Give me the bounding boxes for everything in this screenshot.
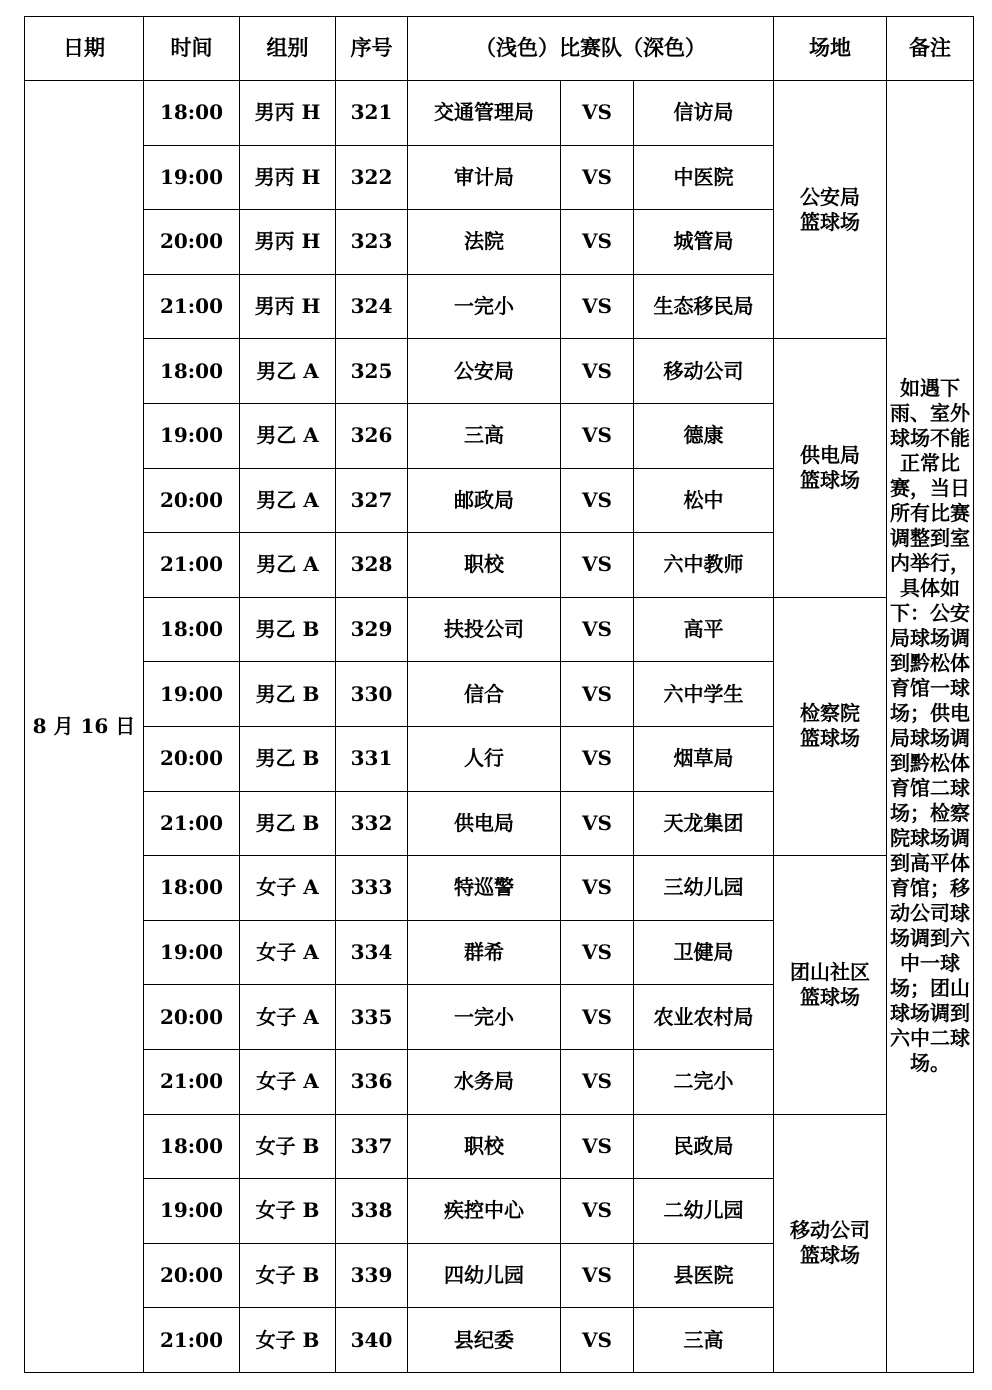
team-light: 职校 <box>408 1114 561 1179</box>
vs-label: VS <box>561 210 634 275</box>
vs-label: VS <box>561 339 634 404</box>
team-light: 三高 <box>408 403 561 468</box>
schedule-body <box>25 81 974 1373</box>
match-seq: 340 <box>336 1308 408 1373</box>
header-seq: 序号 <box>336 17 408 81</box>
venue-cell: 检察院 篮球场 <box>774 597 887 855</box>
team-light: 群希 <box>408 920 561 985</box>
match-group: 男乙 B <box>240 597 336 662</box>
match-group: 女子 A <box>240 1049 336 1114</box>
match-seq: 329 <box>336 597 408 662</box>
match-time: 21:00 <box>144 274 240 339</box>
match-seq: 326 <box>336 403 408 468</box>
venue-cell: 移动公司 篮球场 <box>774 1114 887 1372</box>
team-light: 疾控中心 <box>408 1179 561 1244</box>
vs-label: VS <box>561 533 634 598</box>
match-seq: 321 <box>336 81 408 146</box>
team-dark: 天龙集团 <box>634 791 774 856</box>
match-seq: 327 <box>336 468 408 533</box>
venue-cell: 团山社区 篮球场 <box>774 856 887 1114</box>
match-group: 男乙 B <box>240 726 336 791</box>
team-dark: 移动公司 <box>634 339 774 404</box>
match-seq: 334 <box>336 920 408 985</box>
match-time: 21:00 <box>144 1049 240 1114</box>
team-dark: 高平 <box>634 597 774 662</box>
match-group: 女子 A <box>240 920 336 985</box>
header-row <box>25 17 974 81</box>
note-cell: 如遇下雨、室外球场不能正常比赛，当日所有比赛调整到室内举行，具体如下：公安局球场调到黔松体育馆一球场；供电局球场调到黔松体育馆二球场；检察院球场调到高平体育馆；移动公司球场调到六中一球场；团山球场调到六中二球场。 <box>887 81 974 1373</box>
match-group: 男丙 H <box>240 210 336 275</box>
team-light: 县纪委 <box>408 1308 561 1373</box>
team-dark: 烟草局 <box>634 726 774 791</box>
match-time: 19:00 <box>144 920 240 985</box>
match-time: 20:00 <box>144 468 240 533</box>
vs-label: VS <box>561 468 634 533</box>
header-date: 日期 <box>25 17 144 81</box>
match-row <box>25 597 974 662</box>
team-light: 扶投公司 <box>408 597 561 662</box>
match-group: 男丙 H <box>240 274 336 339</box>
team-dark: 二幼儿园 <box>634 1179 774 1244</box>
match-group: 男丙 H <box>240 145 336 210</box>
vs-label: VS <box>561 1308 634 1373</box>
team-dark: 六中教师 <box>634 533 774 598</box>
match-time: 20:00 <box>144 726 240 791</box>
team-light: 一完小 <box>408 274 561 339</box>
team-dark: 六中学生 <box>634 662 774 727</box>
match-time: 21:00 <box>144 791 240 856</box>
match-time: 18:00 <box>144 1114 240 1179</box>
match-seq: 322 <box>336 145 408 210</box>
team-light: 邮政局 <box>408 468 561 533</box>
match-group: 女子 B <box>240 1179 336 1244</box>
vs-label: VS <box>561 920 634 985</box>
header-note: 备注 <box>887 17 974 81</box>
match-group: 女子 B <box>240 1114 336 1179</box>
venue-cell: 供电局 篮球场 <box>774 339 887 597</box>
team-light: 审计局 <box>408 145 561 210</box>
vs-label: VS <box>561 791 634 856</box>
team-dark: 农业农村局 <box>634 985 774 1050</box>
team-dark: 德康 <box>634 403 774 468</box>
match-group: 男乙 A <box>240 468 336 533</box>
schedule-table <box>24 16 974 1373</box>
match-group: 女子 B <box>240 1243 336 1308</box>
header-group: 组别 <box>240 17 336 81</box>
vs-label: VS <box>561 856 634 921</box>
team-dark: 二完小 <box>634 1049 774 1114</box>
vs-label: VS <box>561 145 634 210</box>
team-light: 信合 <box>408 662 561 727</box>
match-time: 19:00 <box>144 403 240 468</box>
match-time: 21:00 <box>144 1308 240 1373</box>
match-row <box>25 81 974 146</box>
vs-label: VS <box>561 1179 634 1244</box>
team-light: 职校 <box>408 533 561 598</box>
match-seq: 335 <box>336 985 408 1050</box>
venue-cell: 公安局 篮球场 <box>774 81 887 339</box>
match-group: 男乙 B <box>240 791 336 856</box>
match-time: 18:00 <box>144 81 240 146</box>
match-group: 女子 B <box>240 1308 336 1373</box>
team-light: 供电局 <box>408 791 561 856</box>
match-seq: 330 <box>336 662 408 727</box>
vs-label: VS <box>561 662 634 727</box>
match-group: 男乙 A <box>240 533 336 598</box>
match-seq: 328 <box>336 533 408 598</box>
vs-label: VS <box>561 1049 634 1114</box>
match-seq: 339 <box>336 1243 408 1308</box>
match-time: 18:00 <box>144 856 240 921</box>
vs-label: VS <box>561 726 634 791</box>
team-dark: 松中 <box>634 468 774 533</box>
vs-label: VS <box>561 403 634 468</box>
team-dark: 三高 <box>634 1308 774 1373</box>
team-dark: 生态移民局 <box>634 274 774 339</box>
match-seq: 338 <box>336 1179 408 1244</box>
match-time: 18:00 <box>144 339 240 404</box>
match-group: 男丙 H <box>240 81 336 146</box>
header-venue: 场地 <box>774 17 887 81</box>
header-teams: （浅色）比赛队（深色） <box>408 17 774 81</box>
match-seq: 332 <box>336 791 408 856</box>
team-dark: 县医院 <box>634 1243 774 1308</box>
date-cell: 8 月 16 日 <box>25 81 144 1373</box>
match-row <box>25 856 974 921</box>
team-light: 公安局 <box>408 339 561 404</box>
team-dark: 城管局 <box>634 210 774 275</box>
match-group: 男乙 A <box>240 339 336 404</box>
match-row <box>25 339 974 404</box>
match-seq: 337 <box>336 1114 408 1179</box>
match-group: 男乙 B <box>240 662 336 727</box>
match-seq: 323 <box>336 210 408 275</box>
match-time: 19:00 <box>144 145 240 210</box>
team-dark: 民政局 <box>634 1114 774 1179</box>
team-light: 交通管理局 <box>408 81 561 146</box>
vs-label: VS <box>561 597 634 662</box>
match-seq: 333 <box>336 856 408 921</box>
match-seq: 331 <box>336 726 408 791</box>
team-dark: 信访局 <box>634 81 774 146</box>
vs-label: VS <box>561 81 634 146</box>
match-group: 男乙 A <box>240 403 336 468</box>
match-time: 19:00 <box>144 1179 240 1244</box>
match-time: 21:00 <box>144 533 240 598</box>
team-light: 特巡警 <box>408 856 561 921</box>
team-light: 水务局 <box>408 1049 561 1114</box>
vs-label: VS <box>561 1114 634 1179</box>
match-group: 女子 A <box>240 856 336 921</box>
team-dark: 中医院 <box>634 145 774 210</box>
match-time: 18:00 <box>144 597 240 662</box>
match-seq: 336 <box>336 1049 408 1114</box>
match-row <box>25 1114 974 1179</box>
vs-label: VS <box>561 274 634 339</box>
match-time: 20:00 <box>144 985 240 1050</box>
match-time: 20:00 <box>144 1243 240 1308</box>
team-light: 人行 <box>408 726 561 791</box>
vs-label: VS <box>561 1243 634 1308</box>
team-dark: 卫健局 <box>634 920 774 985</box>
vs-label: VS <box>561 985 634 1050</box>
match-seq: 324 <box>336 274 408 339</box>
match-time: 19:00 <box>144 662 240 727</box>
match-seq: 325 <box>336 339 408 404</box>
team-light: 一完小 <box>408 985 561 1050</box>
match-time: 20:00 <box>144 210 240 275</box>
match-group: 女子 A <box>240 985 336 1050</box>
team-light: 法院 <box>408 210 561 275</box>
team-light: 四幼儿园 <box>408 1243 561 1308</box>
header-time: 时间 <box>144 17 240 81</box>
team-dark: 三幼儿园 <box>634 856 774 921</box>
